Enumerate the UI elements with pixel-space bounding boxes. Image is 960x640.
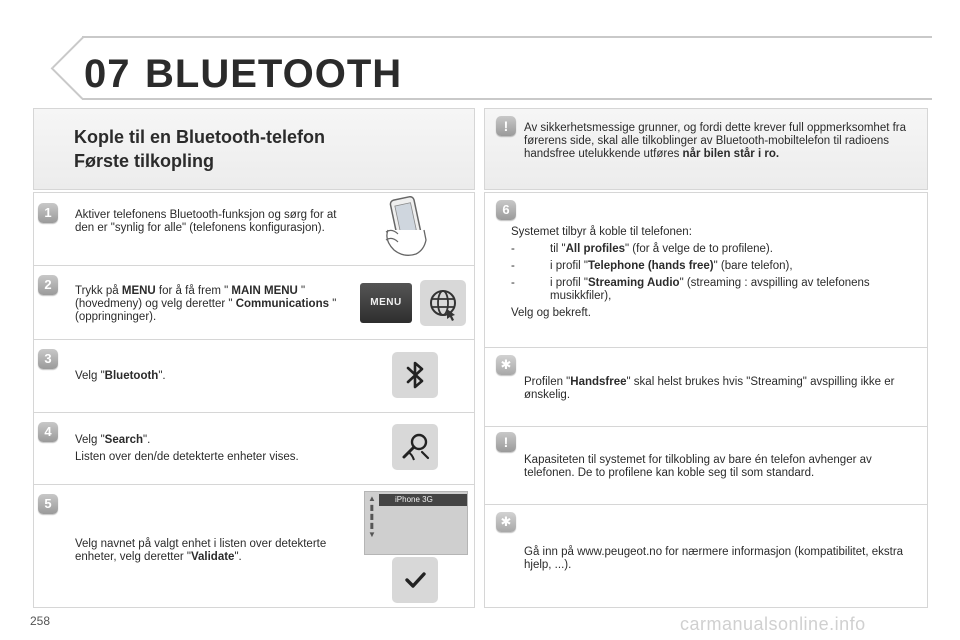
step-badge-5: 5: [38, 494, 58, 514]
tip-icon-handsfree: ✱: [496, 355, 516, 375]
step-badge-1: 1: [38, 203, 58, 223]
warning-icon-capacity: !: [496, 432, 516, 452]
step-6-intro: Systemet tilbyr å koble til telefonen:: [511, 226, 692, 238]
header-line-top: [82, 36, 932, 38]
info-divider-2: [484, 426, 928, 427]
step-divider-4: [33, 412, 475, 413]
step-4-text: Velg "Search".: [75, 434, 151, 446]
step-6-option-all-profiles: til "All profiles" (for å velge de to profilene).: [550, 243, 773, 255]
step-6-dash-2: -: [511, 260, 515, 272]
page-number: 258: [30, 614, 51, 628]
menu-button: MENU: [360, 283, 412, 323]
screen-selected-device: iPhone 3G: [379, 494, 467, 506]
step-1-text: Aktiver telefonens Bluetooth-funksjon og sørg for at den er "synlig for alle" (telefonens konfigurasjon).: [75, 209, 337, 234]
step-4-result-text: Listen over den/de detekterte enheter vises.: [75, 451, 299, 463]
tip-icon-website: ✱: [496, 512, 516, 532]
search-phone-icon: [392, 424, 438, 470]
info-divider-3: [484, 504, 928, 505]
section-heading: Kople til en Bluetooth-telefon: [74, 127, 325, 147]
hand-phone-icon: [380, 196, 438, 258]
chapter-title: BLUETOOTH: [145, 52, 403, 96]
header-line-diagonal-left-lower: [51, 67, 83, 99]
bluetooth-icon: [392, 352, 438, 398]
chapter-number: 07: [84, 52, 131, 96]
website-tip-text: Gå inn på www.peugeot.no for nærmere informasjon (kompatibilitet, ekstra hjelp, ...).: [524, 546, 904, 571]
step-divider-2: [33, 265, 475, 266]
handsfree-tip-text: Profilen "Handsfree" skal helst brukes hvis "Streaming" avspilling ikke er ønskelig.: [524, 376, 895, 401]
step-badge-6: 6: [496, 200, 516, 220]
step-divider-3: [33, 339, 475, 340]
step-3-text: Velg "Bluetooth".: [75, 370, 166, 382]
chapter-header: [0, 0, 960, 100]
header-line-diagonal-left: [52, 36, 84, 68]
header-line-bottom: [82, 98, 932, 100]
step-5-text: Velg navnet på valgt enhet i listen over detekterte enheter, velg deretter "Validate".: [75, 538, 327, 563]
heading-panel: [33, 108, 475, 190]
step-6-option-telephone: i profil "Telephone (hands free)" (bare telefon),: [550, 260, 793, 272]
watermark: carmanualsonline.info: [680, 614, 866, 634]
capacity-warning-text: Kapasiteten til systemet for tilkobling av bare én telefon avhenger av telefonen. De to profilene kan koble seg til som standard.: [524, 454, 872, 479]
step-badge-3: 3: [38, 349, 58, 369]
info-divider-1: [484, 347, 928, 348]
step-6-outro: Velg og bekreft.: [511, 307, 591, 319]
step-2-text: Trykk på MENU for å få frem " MAIN MENU " (hovedmeny) og velg deretter " Communications " (oppringninger).: [75, 285, 337, 323]
checkmark-icon: [392, 557, 438, 603]
globe-icon: [420, 280, 466, 326]
step-6-dash-3: -: [511, 277, 515, 289]
warning-icon: !: [496, 116, 516, 136]
step-6-option-streaming: i profil "Streaming Audio" (streaming : avspilling av telefonens musikkfiler),: [550, 277, 870, 302]
step-divider-5: [33, 484, 475, 485]
section-subheading: Første tilkopling: [74, 151, 215, 171]
screen-scroll-arrows: ▲ ▮ ▮ ▮ ▼: [368, 494, 376, 539]
safety-warning-text: Av sikkerhetsmessige grunner, og fordi dette krever full oppmerksomhet fra førerens side, skal alle tilkoblinger av Bluetooth-mobiltelefon til radioens handsfree utelukkende utføres når bilen står i ro.: [524, 122, 907, 160]
device-list-screen: [364, 491, 468, 555]
step-badge-2: 2: [38, 275, 58, 295]
step-6-dash-1: -: [511, 243, 515, 255]
step-badge-4: 4: [38, 422, 58, 442]
